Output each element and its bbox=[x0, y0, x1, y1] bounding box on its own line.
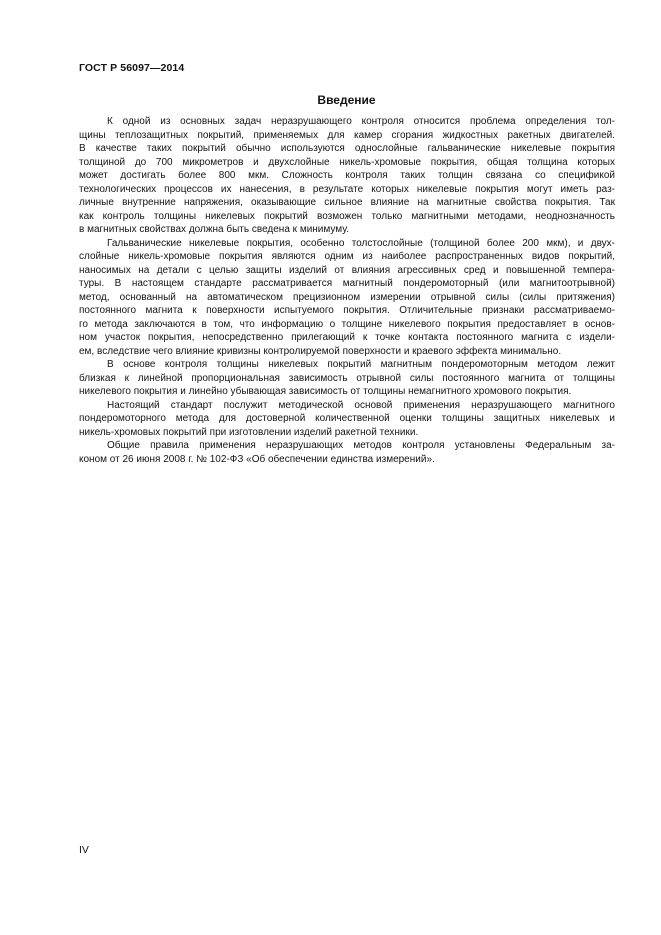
section-title bbox=[0, 93, 661, 107]
text-line: В качестве таких покрытий обычно используются однослойные гальванические никелевые покрытия bbox=[79, 143, 615, 154]
text-line: Гальванические никелевые покрытия, особенно толстослойные (толщиной более 200 мкм), и двух- bbox=[107, 237, 615, 249]
paragraph bbox=[79, 399, 615, 440]
paragraph bbox=[79, 115, 615, 237]
text-line: постоянного магнита к поверхности испытуемого покрытия. Отличительные признаки рассматриваемо- bbox=[79, 305, 615, 316]
text-line: может достигать более 800 мкм. Сложность контроля таких толщин связана со спецификой bbox=[79, 170, 615, 181]
text-line: ном участок покрытия, непосредственно прилегающий к точке контакта постоянного магнита с издели- bbox=[79, 332, 615, 343]
section-title-text: Введение bbox=[317, 93, 376, 107]
text-line: личные внутренние напряжения, оказывающие сильное влияние на магнитные свойства покрытия. Так bbox=[79, 197, 615, 208]
text-line: В основе контроля толщины никелевых покрытий магнитным пондеромоторным методом лежит bbox=[107, 359, 615, 370]
text-line: коном от 26 июня 2008 г. № 102-ФЗ «Об обеспечении единства измерений». bbox=[79, 453, 435, 465]
document-header: ГОСТ Р 56097—2014 bbox=[79, 62, 185, 74]
text-line: слойные никель-хромовые покрытия являются одним из наиболее распространенных видов покрытий, bbox=[79, 251, 615, 262]
text-line: Общие правила применения неразрушающих методов контроля установлены Федеральным за- bbox=[107, 440, 615, 451]
text-line: Настоящий стандарт послужит методической основой применения неразрушающего магнитного bbox=[107, 399, 615, 411]
text-line: наносимых на детали с целью защиты изделий от влияния агрессивных сред и повышенной темпера- bbox=[79, 264, 615, 276]
text-line: щины теплозащитных покрытий, применяемых для камер сгорания жидкостных ракетных двигателей. bbox=[79, 129, 615, 141]
text-line: технологических процессов их нанесения, в результате которых никелевые покрытия могут иметь раз- bbox=[79, 183, 615, 195]
text-line: ем, вследствие чего влияние кривизны контролируемой поверхности и краевого эффекта минимально. bbox=[79, 345, 562, 357]
text-line: близкая к линейной пропорциональная зависимость отрывной силы постоянного магнита от толщины bbox=[79, 372, 615, 384]
paragraph bbox=[79, 439, 615, 466]
page-number: IV bbox=[79, 844, 89, 856]
paragraph bbox=[79, 237, 615, 359]
text-line: метод, основанный на автоматическом прецизионном измерении отрывной силы (силы притяжения) bbox=[79, 291, 615, 303]
text-line: К одной из основных задач неразрушающего контроля относится проблема определения тол- bbox=[107, 116, 615, 127]
text-line: туры. В настоящем стандарте рассматривается магнитный пондеромоторный (или магнитоотрывной) bbox=[79, 278, 615, 289]
text-line: го метода заключаются в том, что информацию о толщине никелевого покрытия предоставляет в основ- bbox=[79, 318, 615, 330]
text-line: толщиной до 700 микрометров и двухслойные никель-хромовые покрытия, общая толщина которых bbox=[79, 156, 615, 168]
text-line: никель-хромовых покрытий при изготовлении изделий ракетной техники. bbox=[79, 426, 419, 438]
paragraph bbox=[79, 358, 615, 399]
text-line: в магнитных свойствах должна быть сведена к минимуму. bbox=[79, 224, 350, 235]
text-line: никелевого покрытия и линейно убывающая зависимость от толщины немагнитного хромового покрытия. bbox=[79, 386, 572, 397]
text-line: пондеромоторного метода для достоверной количественной оценки толщины защитных никелевых и bbox=[79, 413, 615, 424]
document-body bbox=[79, 115, 615, 466]
text-line: как контроль толщины никелевых покрытий возможен только магнитными методами, неоднозначность bbox=[79, 210, 615, 222]
